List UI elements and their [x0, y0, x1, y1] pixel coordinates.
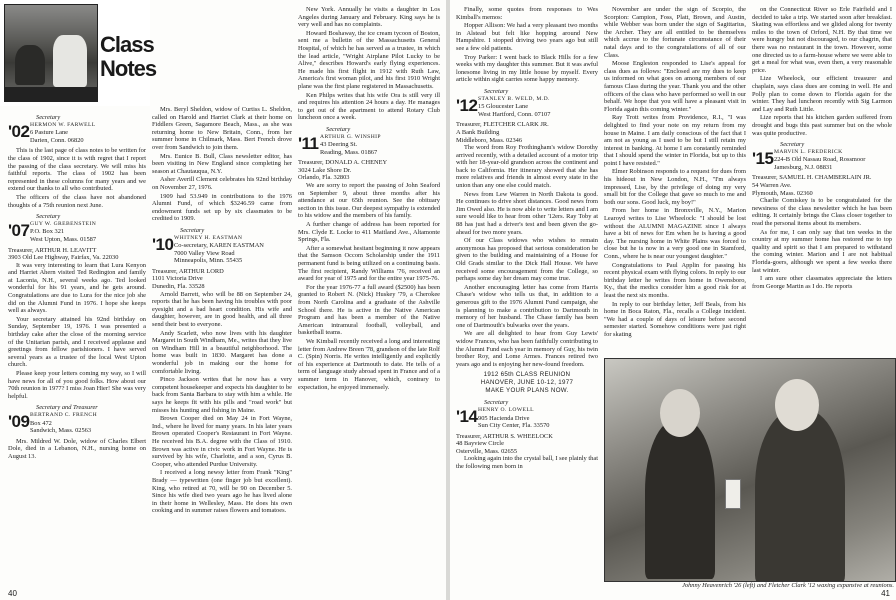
left-page [0, 0, 446, 600]
note-paragraph: For the year 1976-77 a full award ($2500) has been granted to Robert N. (Nick) Huskey '79, a Cherokee from North Carolina and a graduate of the Ashville School there. He is active in the Native American Program and has been a member of the Native American intramural football, volleyball, and basketball teams. [298, 283, 440, 337]
left-column-1 [8, 110, 146, 588]
reunion-photo [604, 358, 896, 582]
address-line: West Upton, Mass. 01587 [30, 235, 97, 243]
address-line: 7000 Valley View Road [174, 249, 235, 257]
officer-line: Orlando, Fla. 32803 [298, 174, 350, 182]
class-officer-role: Secretary [36, 213, 61, 221]
note-paragraph: A further change of address has been reported for Mrs. Clyde E. Locke to 411 Maitland Ave., Altamonte Springs, Fla. [298, 221, 440, 244]
officer-line: Treasurer, ARTHUR H. LEAVITT [8, 246, 97, 254]
officer-line: Treasurer, FLETCHER CLARK JR. [456, 121, 549, 129]
note-paragraph: Elmer Robinson responds to a request for dues from his hideout in New London, N.H., "I'm always impressed, Lise, by the privilege of doing my very small bit for the College that gave so much to me and both our sons. Good luck, my boy!" [604, 168, 746, 206]
reunion-line: MAKE YOUR PLANS NOW. [485, 387, 569, 395]
note-paragraph: I received a long newsy letter from Frank "King" Brady — typewritten (one finger job but excellent). King, who retired at 70, will be 90 on December 5. Since his wife died two years ago he has lived alone in their home in Wellesley, Mass. He does his own cooking and in summer raises flowers and tomatoes. [152, 469, 292, 515]
note-paragraph: Looking again into the crystal ball, I see plainly that the following men born in [456, 455, 598, 471]
note-paragraph: Hopper Allison: We had a very pleasant two months in Alstead but felt like hopping around New Hampshire. I stopped driving two years ago but still see a few old patients. [456, 22, 598, 52]
note-paragraph: Mrs. Eunice B. Bull, Class newsletter editor, has been visiting in New England since completing her season at Chautauqua, N.Y. [152, 152, 292, 175]
officer-line: 3903 Old Lee Highway, Fairfax, Va. 22030 [8, 254, 119, 262]
note-paragraph: We are sorry to report the passing of John Seaford on September 9, about three months after his attendance at our 65th reunion. See the obituary section in this issue. Our deepest sympathy is extended to his widow and the members of his family. [298, 182, 440, 220]
note-paragraph: Mrs. Mildred W. Dole, widow of Charles Elbert Dole, died in a Lebanon, N.H., nursing home on August 13. [8, 437, 146, 460]
banner-title-line1: Class [100, 32, 154, 57]
note-paragraph: Moose Engleston responded to Lise's appeal for class dues as follows: "Enclosed are my dues to keep us informed on what goes on among members of our famous Class during the year. Thank you and the other officers of the class who have performed so well in our behalf. We hope that you will have a pleasant visit in Florida again this coming winter." [604, 60, 746, 113]
class-heading [8, 404, 146, 434]
class-notes-banner [0, 0, 157, 106]
address-line: Jamesburg, N.J. 08831 [774, 163, 833, 171]
officer-line: 54 Warren Ave. [752, 182, 792, 190]
officer-line: Treasurer, SAMUEL H. CHAMBERLAIN JR. [752, 174, 872, 182]
class-officer-name: HERMON W. FARWELL [30, 121, 96, 128]
address-line: 43 Deering St. [320, 141, 358, 149]
class-officer-name: ARTHUR G. WINSHIP [320, 133, 381, 140]
right-column-2 [604, 6, 746, 354]
note-paragraph: Howard Boshaway, the ice cream tycoon of Boston, sent me a bulletin of the Massachusetts General Hospital, of which he has served as a trustee, in which the lead article, "Wright Airplane Pilot Lucky to be Alive," describes Howard's early flying experiences. He made his first flight in 1912 with Ruth Law, America's first woman pilot, and his first 1910 Wright plane was the first plane registered in Massachusetts. [298, 29, 440, 90]
note-paragraph: We are all delighted to hear from Guy Lewis' widow Frances, who has been faithfully contributing to the Alumni Fund each year in memory of Guy, his twin brother Roy, and Lome Armes. Frances retired two years ago and is enjoying her new-found freedom. [456, 330, 598, 368]
officer-line: Plymouth, Mass. 02360 [752, 189, 813, 197]
note-paragraph: The officers of the class have not abandoned thoughts of a 75th reunion next June. [8, 193, 146, 209]
address-line: Darien, Conn. 06820 [30, 136, 84, 144]
right-column-1 [456, 6, 598, 594]
address-line: 15 Gloucester Lane [478, 103, 529, 111]
address-line: Minneapolis, Minn. 55435 [174, 257, 243, 265]
class-officer-name: MARVIN L. FREDERICK [774, 148, 843, 155]
officer-line: Osterville, Mass. 02655 [456, 447, 518, 455]
class-year-number: '15 [752, 149, 774, 169]
page-number-right: 41 [881, 589, 890, 598]
note-paragraph: This is the last page of class notes to be written for the class of 1902, since it is with regret that I report the passing of the class secretary. We will miss his faithful reports. The class of 1902 has been represented in these columns for many years and we extend our thanks to all who contributed. [8, 147, 146, 193]
note-paragraph: Please keep your letters coming my way, so I will have news for all of you good folks. How about our 70th reunion in 1977? I miss Joan Hier! She was very helpful. [8, 370, 146, 400]
class-heading [456, 399, 598, 429]
note-paragraph: Andy Scarlett, who now lives with his daughter Margaret in South Windham, Me., writes that they live on Windham Hill in a beautiful neighborhood. The home was built in 1830. Margaret has done a wonderful job in making our the home for comfortable living. [152, 329, 292, 375]
officer-line: Treasurer, ARTHUR S. WHEELOCK [456, 432, 553, 440]
note-paragraph: News from Lew Warren in North Dakota is good. He continues to drive short distances. Good news from Jim Owed also. He is now able to write letters and I am sure would like to hear from other '12ers. Ray Toby at 88 has just had a driver's test and been given the go-ahead for two more years. [456, 190, 598, 236]
page-number-left: 40 [8, 589, 17, 598]
class-year-number: '09 [8, 412, 30, 432]
officer-line: Middleboro, Mass. 02346 [456, 136, 523, 144]
officer-line: 3024 Lake Shore Dr. [298, 166, 352, 174]
photo-caption: Johnny Heavenrich '26 (left) and Fletcher Clark '12 waxing expansive at reunions. [682, 582, 894, 589]
note-paragraph: I am sure other classmates appreciate the letters from George Martin as I do. He reports [752, 275, 892, 290]
class-officer-role: Secretary [780, 141, 805, 149]
note-paragraph: We Kimball recently received a long and interesting letter from Andrew Breen '78, grandson of the late Rolf C. (Spin) Norris. He writes intelligently and explicitly of his experience at Dartmouth to date. He tells of a term of language study abroad spent in France and of a summer term in Hanover, which, contrary to expectation, he enjoyed immensely. [298, 337, 440, 391]
note-paragraph: Asher Averill Clement celebrates his 92nd birthday on November 27, 1976. [152, 176, 292, 191]
left-column-3 [298, 6, 440, 588]
note-paragraph: From her home in Bronxville, N.Y., Marion Learoyd writes to Lise Wheelock: "I should be lost without the ALUMNI MAGAZINE since I always have a bit of news for Em when he is having a good day. The nursing home in White Plains was forced to close but he is now in a very good one in Stamford, Conn., where he is near our youngest daughter." [604, 207, 746, 260]
officer-line: A Bank Building [456, 128, 500, 136]
class-heading [152, 227, 292, 265]
address-line: Co-secretary, KAREN EASTMAN [174, 242, 264, 250]
class-officer-name: HENRY O. LOWELL [478, 406, 534, 413]
officer-line: 48 Bayview Circle [456, 440, 504, 448]
address-line: Reading, Mass. 01867 [320, 148, 378, 156]
class-officer-name: GUY W. GREBENSTEIN [30, 220, 97, 227]
class-heading [456, 88, 598, 118]
address-line: Sandwich, Mass. 02563 [30, 427, 92, 435]
class-officer-name: BERTRAND C. FRENCH [30, 411, 98, 418]
note-paragraph: Ray Trott writes from Providence, R.I., "I was delighted to find your note on my return from my house in Maine. I am daily conscious of the fact that I am not as young as I used to be but I still retain my interest in banking. At home I am constantly reminded that I should spend the winter in Florida, but up to this point I have resisted." [604, 114, 746, 167]
class-officer-role: Secretary and Treasurer [36, 404, 98, 412]
class-year-number: '11 [298, 133, 319, 153]
note-paragraph: In reply to our birthday letter, Jeff Beals, from his home in Boca Raton, Fla., recalls a College incident. "We had a couple of days of leisure before second semester started. Somehow conditions were just right for skating [604, 300, 746, 338]
note-paragraph: Another encouraging letter has come from Harris Chase's widow who tells us that, in addition to a generous gift to the 1976 Alumni Fund campaign, she is planning to make a contribution to Dartmouth in memory of her husband. The Chase family has been one of Dartmouth's bulwarks over the years. [456, 283, 598, 329]
class-officer-role: Secretary [484, 87, 509, 95]
note-paragraph: November are under the sign of Scorpio, the Scorpion: Campion, Foss, Platt, Brown, and Austin, while Webber was born under the sign of Sagittarius, the Archer. They are all entitled to be themselves which accrue to the fortunate circumstance of their natal days and to the congratulations of all of our Class. [604, 6, 746, 59]
officer-line: Treasurer, DONALD A. CHENEY [298, 159, 388, 167]
class-year-number: '14 [456, 407, 478, 427]
note-paragraph: 1909 had 53.949 in contributions to the 1976 Alumni Fund, of which $3246.59 came from endowment funds set up by six classmates to be credited to 1909. [152, 192, 292, 223]
class-year-number: '07 [8, 221, 30, 241]
note-paragraph: Finally, some quotes from responses to Wes Kimball's memos: [456, 6, 598, 21]
class-year-number: '10 [152, 234, 174, 254]
reunion-line: 1912 65th CLASS REUNION [483, 371, 571, 379]
class-officer-role: Secretary [180, 226, 205, 234]
class-heading [8, 213, 146, 243]
note-paragraph: Pinco Jackson writes that he now has a very competent housekeeper and expects his daughter to be back from Santa Barbara to stay with him a while. He says he keeps fit with his pills and "road work" but misses his hunting and fishing in Maine. [152, 376, 292, 414]
note-paragraph: New York. Annually he visits a daughter in Los Angeles during January and February. King says he is very well and has no complaints. [298, 6, 440, 29]
note-paragraph: Troy Parker: I went back to Black Hills for a few weeks with my daughter this summer. But it was awful lonesome living in my little house by myself. Every article within sight carries some happy memory. [456, 53, 598, 84]
address-line: 6 Pasture Lane [30, 129, 68, 137]
class-heading [752, 141, 892, 171]
right-column-3 [752, 6, 892, 354]
note-paragraph: Brown Cooper died on May 24 in Fort Wayne, Ind., where he lived for many years. In his later years Brown operated Cooper's Restaurant in Fort Wayne. He received his B.A. degree with the Class of 1910. Brown was active in civic work in Fort Wayne. He is survived by his wife, Charlotte, and a son, Cyrus B. Cooper, who attended Purdue University. [152, 415, 292, 468]
note-paragraph: Charlie Comiskey is to be congratulated for the newsiness of the class newsletter which he has been editing. It certainly brings the Class closer together to read the personal items about its members. [752, 197, 892, 228]
class-officer-role: Secretary [36, 114, 61, 121]
note-paragraph: Mrs. Beryl Sheldon, widow of Curtiss L. Sheldon, called on Harold and Harriet Clark at their home on Fiddlers Green, Sagamore Beach, Mass., as she was returning home to New Britain, Conn., from her summer home in Chilmark, Mass. Bert French drove over from Sandwich to join them. [152, 106, 292, 151]
class-officer-role: Secretary [484, 399, 509, 407]
note-paragraph: Lize reports that his kitchen garden suffered from drought and bugs this past summer but on the whole was quite productive. [752, 114, 892, 137]
note-paragraph: Your secretary attained his 92nd birthday on Sunday, September 19, 1976. I was presented a birthday cake after the close of the morning service of the Unitarian parish, and I received applause and greetings from fellow parishioners. I have served several years as a trustee of the local West Upton church. [8, 315, 146, 369]
note-paragraph: It was very interesting to learn that Lura Kenyon and Harriet Ahern visited Ted Redington and family at Laconia, N.H., several weeks ago. Ted looked wonderful for his 91 years, and he gets around. Congratulations are due to Lura for the nice job she did on the Alumni Fund in 1976. I hope she keeps well as always. [8, 261, 146, 315]
reunion-notice [456, 371, 598, 395]
class-officer-name: STANLEY B. WELD, M.D. [478, 95, 550, 102]
class-heading [298, 126, 440, 156]
note-paragraph: As for me, I can only say that ten weeks in the country at my summer home has restored me to top quality and spirit so that I am prepared to withstand the coming winter. Marion and I are not habitual Florida-goers, although we spent a few weeks there last winter. [752, 228, 892, 274]
class-year-number: '12 [456, 95, 478, 115]
officer-line: Dunedin, Fla. 33528 [152, 283, 205, 291]
address-line: P.O. Box 321 [30, 228, 65, 236]
officer-line: Treasurer, ARTHUR LORD [152, 267, 224, 275]
note-paragraph: After a somewhat hesitant beginning it now appears that the Samson Occom Scholarship under the 1911 permanent fund is being utilized on a continuing basis. The first recipient, Randy Williams '76, received an award for year of 1975 and for the entire year 1975-76. [298, 244, 440, 283]
note-paragraph: Ken Philps writes that his wife Ora is still very ill and requires his attention 24 hours a day. He manages to get out of the apartment to attend Rotary Club luncheon once a week. [298, 91, 440, 122]
class-officer-name: WHITNEY H. EASTMAN [174, 234, 243, 241]
class-year-number: '02 [8, 122, 30, 141]
note-paragraph: Congratulations to Paul Applin for passing his recent physical exam with flying colors. In reply to our birthday letter he writes from home in Owensboro, Ky., that the medics consider him a good risk for at least the next six months. [604, 261, 746, 299]
note-paragraph: Of our Class widows who wishes to remain anonymous has proposed that serious consideration be given to the building and maintaining of a House for Old Grads similar to the Dick Hall House. We have received some encouragement from the College, so perhaps some day her dream may come true. [456, 237, 598, 283]
class-officer-role: Secretary [326, 125, 351, 133]
note-paragraph: Arnold Barrett, who will be 88 on September 24, reports that he has been having his troubles with poor eyesight and a bad heart condition. His wife and daughter, however, are in good health, and all three send their best to everyone. [152, 290, 292, 329]
address-line: West Hartford, Conn. 07107 [478, 110, 551, 118]
note-paragraph: on the Connecticut River so Erle Fairfield and I decided to take a trip. We started soon after breakfast. Skating was effortless and we glided along for twenty miles to the town of Orford, N.H. By that time we were hungry but not discouraged, to our chagrin, that there was no restaurant in the town. However, some one directed us to a farm-house where we were able to get a meal for what was, even then, a very reasonable price. [752, 6, 892, 74]
banner-photo [4, 4, 98, 102]
right-page [450, 0, 896, 600]
address-line: 224-B Old Nassau Road, Rossmoor [774, 156, 866, 164]
address-line: 905 Hacienda Drive [478, 414, 530, 422]
class-heading [8, 114, 146, 144]
address-line: Sun City Center, Fla. 33570 [478, 422, 550, 430]
banner-title-line2: Notes [100, 56, 157, 81]
address-line: Box 472 [30, 419, 52, 427]
left-column-2 [152, 106, 292, 588]
note-paragraph: Lize Wheelock, our efficient treasurer and chaplain, says class dues are coming in well. He and Polly plan to come down to Florida again for the winter. They had luncheon recently with Sig Larmon and Lay and Ruth Little. [752, 75, 892, 113]
note-paragraph: The word from Roy Frothingham's widow Dorothy arrived recently, with a detailed account of a motor trip with her 18-year-old grandson across the continent and back to California. Her itinerary showed that she has more relatives and friends in almost every state in the union than any one else could match. [456, 144, 598, 190]
officer-line: 1101 Victoria Drive [152, 275, 203, 283]
reunion-line: HANOVER, JUNE 10-12, 1977 [480, 379, 574, 387]
